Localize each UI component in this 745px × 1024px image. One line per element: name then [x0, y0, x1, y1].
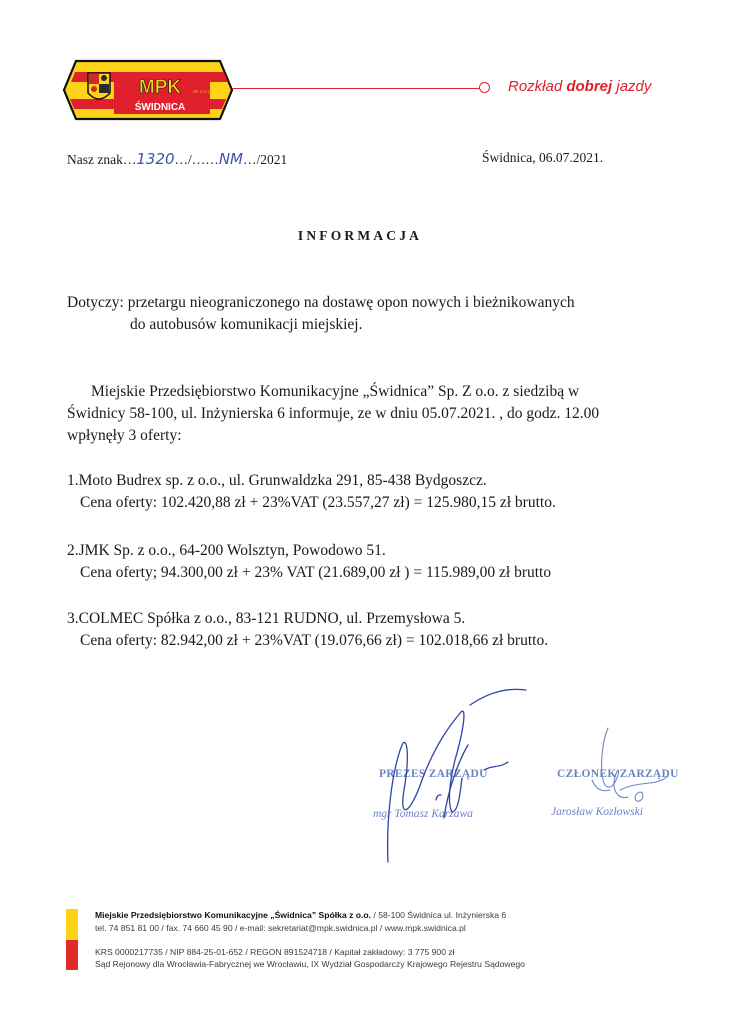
subject-line: do autobusów komunikacji miejskiej. [130, 316, 363, 333]
board-member-stamp-name: Jarosław Kozłowski [551, 806, 643, 818]
intro-line: Świdnicy 58-100, ul. Inżynierska 6 informuje, ze w dniu 05.07.2021. , do godz. 12.00 [67, 405, 600, 422]
coat-of-arms-icon [88, 73, 110, 99]
offer-bidder: 2.JMK Sp. z o.o., 64-200 Wolsztyn, Powodowo 51. [67, 542, 386, 559]
footer-accent-red [66, 940, 78, 970]
place-date: Świdnica, 06.07.2021. [482, 150, 604, 165]
president-stamp-title: PREZES ZARZĄDU [379, 768, 488, 780]
intro-paragraph [67, 381, 599, 447]
mpk-logo [62, 55, 234, 125]
offer-item [67, 470, 556, 514]
reference-number: Nasz znak…1320…/……NM…/2021 [67, 150, 288, 168]
logo-brand: MPK [138, 77, 182, 98]
president-stamp-name: mgr Tomasz Karzawa [373, 808, 473, 820]
offer-item [67, 608, 548, 652]
intro-line: wpłynęły 3 oferty: [67, 427, 182, 444]
offer-price: Cena oferty: 102.420,88 zł + 23%VAT (23.557,27 zł) = 125.980,15 zł brutto. [80, 494, 556, 511]
footer-company-line [95, 910, 506, 920]
offer-price: Cena oferty: 82.942,00 zł + 23%VAT (19.076,66 zł) = 102.018,66 zł brutto. [80, 632, 549, 649]
footer-address: / 58-100 Świdnica ul. Inżynierska 6 [371, 910, 507, 920]
footer-registry: KRS 0000217735 / NIP 884-25-01-652 / REGON 891524718 / Kapitał zakładowy: 3 775 900 zł [95, 947, 455, 957]
intro-line: Miejskie Przedsiębiorstwo Komunikacyjne „Świdnica” Sp. Z o.o. z siedzibą w [91, 383, 580, 400]
slogan: Rozkład dobrej jazdy [508, 78, 652, 95]
offer-item [67, 540, 551, 584]
footer-company-name: Miejskie Przedsiębiorstwo Komunikacyjne „Świdnica” Spółka z o.o. [95, 910, 372, 920]
board-member-stamp-title: CZŁONEK ZARZĄDU [557, 768, 679, 780]
logo-city: ŚWIDNICA [134, 102, 186, 113]
footer-court: Sąd Rejonowy dla Wrocławia-Fabrycznej we Wrocławiu, IX Wydział Gospodarczy Krajowego Rejestru Sądowego [95, 959, 525, 969]
header-rule-end [479, 82, 490, 93]
offer-bidder: 3.COLMEC Spółka z o.o., 83-121 RUDNO, ul. Przemysłowa 5. [67, 610, 466, 627]
offer-price: Cena oferty; 94.300,00 zł + 23% VAT (21.689,00 zł ) = 115.989,00 zł brutto [80, 564, 552, 581]
header-rule [232, 88, 480, 89]
subject-line: Dotyczy: przetargu nieograniczonego na dostawę opon nowych i bieżnikowanych [67, 294, 575, 311]
footer-accent-yellow [66, 909, 78, 940]
document-title: INFORMACJA [297, 228, 423, 243]
footer-contact: tel. 74 851 81 00 / fax. 74 660 45 90 / e-mail: sekretariat@mpk.swidnica.pl / www.mpk.swidnica.pl [95, 923, 466, 933]
subject [67, 292, 575, 336]
offer-bidder: 1.Moto Budrex sp. z o.o., ul. Grunwaldzka 291, 85-438 Bydgoszcz. [67, 472, 487, 489]
board-member-signature [592, 728, 668, 801]
logo-small: SP. Z O.O. [193, 89, 213, 94]
